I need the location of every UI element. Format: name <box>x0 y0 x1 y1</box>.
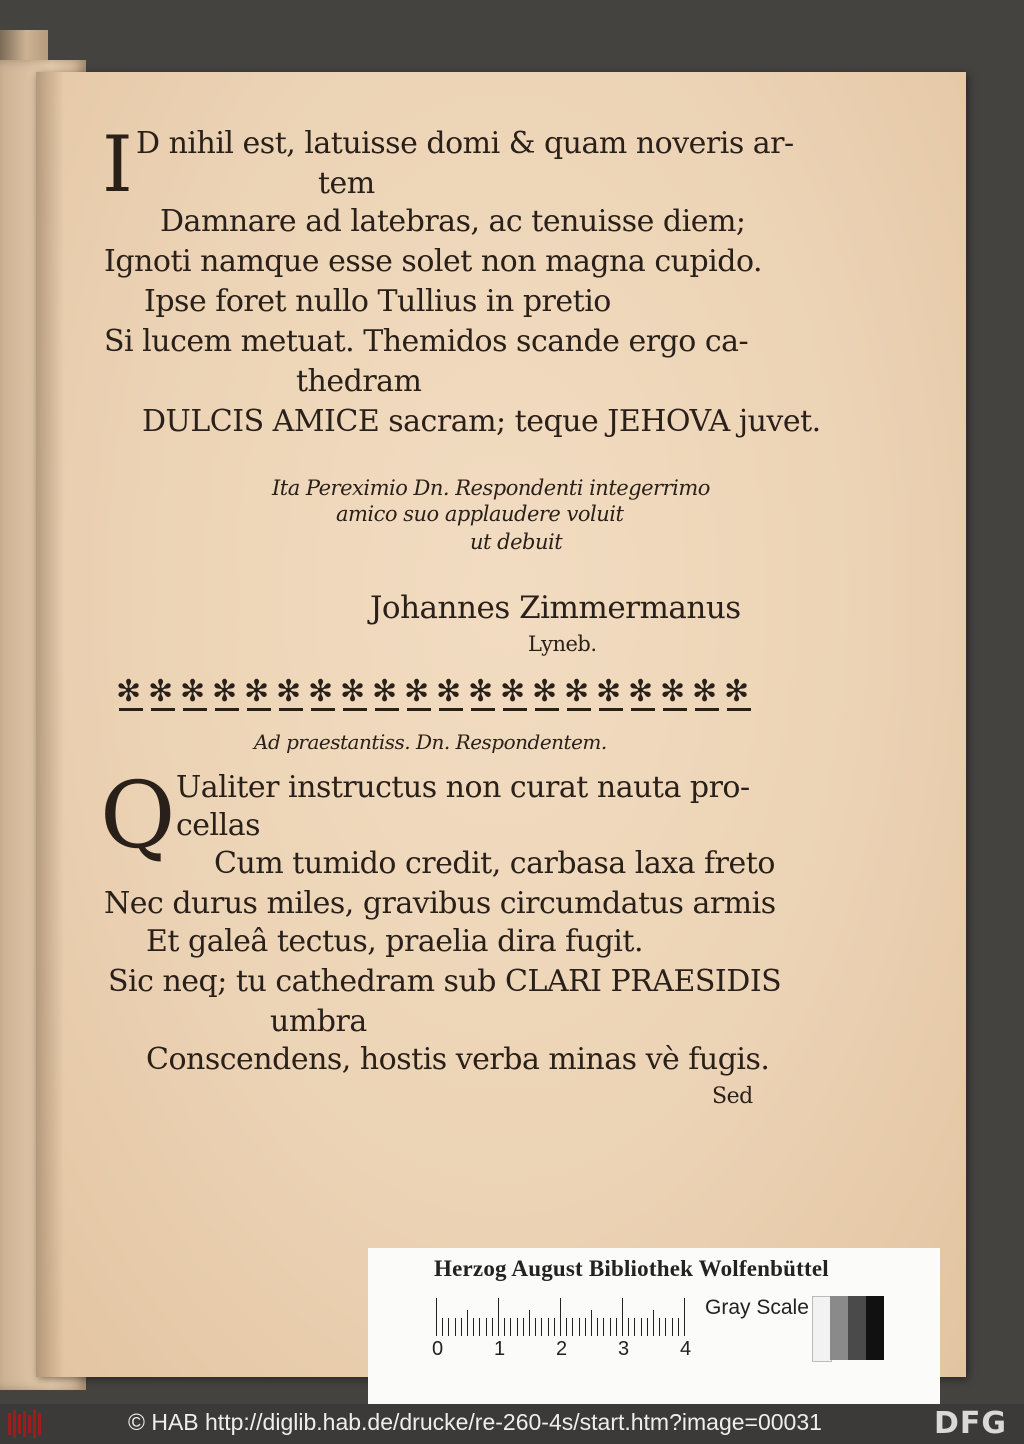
ruler-tick <box>436 1298 437 1336</box>
ruler-tick <box>548 1318 549 1336</box>
ornament-icon <box>212 672 242 716</box>
ruler-tick <box>579 1318 580 1336</box>
ornament-icon <box>468 672 498 716</box>
ruler-tick <box>566 1318 567 1336</box>
ruler-tick <box>641 1318 642 1336</box>
dedication-line-1: Ita Pereximio Dn. Respondenti integerrimo <box>272 476 710 500</box>
ornament-icon <box>180 672 210 716</box>
gray-swatch-dark <box>848 1296 866 1360</box>
hab-logo-icon <box>8 1410 42 1438</box>
heading-2: Ad praestantiss. Dn. Respondentem. <box>254 730 607 754</box>
ruler-number: 4 <box>680 1338 692 1360</box>
ornament-icon <box>692 672 722 716</box>
ruler-number: 3 <box>618 1338 630 1360</box>
ruler-tick <box>455 1318 456 1336</box>
ornament-icon <box>724 672 754 716</box>
ruler-tick <box>523 1318 524 1336</box>
ruler-tick <box>560 1298 561 1336</box>
poem1-line-3: Damnare ad latebras, ac tenuisse diem; <box>160 204 746 239</box>
poem2-line-4: Nec durus miles, gravibus circumdatus armis <box>104 886 776 921</box>
ruler-tick <box>517 1318 518 1336</box>
poem2-line-3: Cum tumido credit, carbasa laxa freto <box>214 846 775 881</box>
ruler-tick <box>647 1318 648 1336</box>
ruler-tick <box>597 1318 598 1336</box>
ornament-icon <box>116 672 146 716</box>
ruler-tick <box>659 1318 660 1336</box>
ruler-tick <box>665 1318 666 1336</box>
ornament-icon <box>532 672 562 716</box>
library-card-title: Herzog August Bibliothek Wolfenbüttel <box>434 1256 829 1281</box>
dfg-logo: DFG <box>934 1406 1008 1441</box>
dropcap-i: I <box>102 120 133 210</box>
ruler-tick <box>554 1318 555 1336</box>
page-gutter <box>36 72 64 1377</box>
ruler-tick <box>603 1318 604 1336</box>
ruler-tick <box>610 1318 611 1336</box>
poem1-line-4: Ignoti namque esse solet non magna cupido. <box>104 244 763 279</box>
ruler-tick <box>585 1318 586 1336</box>
ornament-icon <box>660 672 690 716</box>
ornament-icon <box>308 672 338 716</box>
poem1-line-5: Ipse foret nullo Tullius in pretio <box>144 284 611 319</box>
ornament-icon <box>436 672 466 716</box>
poem1-line-2: tem <box>318 166 375 201</box>
ruler-number: 0 <box>432 1338 444 1360</box>
poem2-line-6: Sic neq; tu cathedram sub CLARI PRAESIDIS <box>108 964 782 999</box>
ornament-icon <box>276 672 306 716</box>
ornament-icon <box>500 672 530 716</box>
gray-swatch-white <box>812 1296 832 1362</box>
poem1-line-6: Si lucem metuat. Themidos scande ergo ca- <box>104 324 749 359</box>
ruler-tick <box>653 1310 654 1336</box>
ruler-number: 1 <box>494 1338 506 1360</box>
ornament-icon <box>148 672 178 716</box>
ruler-tick <box>541 1318 542 1336</box>
dedication-line-3: ut debuit <box>470 530 563 554</box>
poem2-line-5: Et galeâ tectus, praelia dira fugit. <box>146 924 643 959</box>
ruler-scale <box>436 1296 688 1336</box>
ornament-icon <box>596 672 626 716</box>
ruler-tick <box>504 1318 505 1336</box>
poem1-line-7: thedram <box>296 364 422 399</box>
ruler-number: 2 <box>556 1338 568 1360</box>
ruler-tick <box>486 1318 487 1336</box>
signature-name: Johannes Zimmermanus <box>370 590 741 626</box>
ruler-tick <box>634 1318 635 1336</box>
ruler-tick <box>678 1318 679 1336</box>
dropcap-q: Q <box>100 762 176 869</box>
ornament-icon <box>244 672 274 716</box>
poem2-line-7: umbra <box>270 1004 367 1039</box>
ruler-tick <box>461 1318 462 1336</box>
ornament-icon <box>404 672 434 716</box>
poem2-line-8: Conscendens, hostis verba minas vè fugis. <box>146 1042 770 1077</box>
gray-swatch-light <box>830 1296 848 1360</box>
ruler-tick <box>492 1318 493 1336</box>
ruler-tick <box>684 1298 685 1336</box>
ruler-tick <box>442 1318 443 1336</box>
ruler-tick <box>498 1298 499 1336</box>
ornament-icon <box>628 672 658 716</box>
ornament-icon <box>372 672 402 716</box>
ruler-tick <box>572 1318 573 1336</box>
ruler-tick <box>622 1298 623 1336</box>
ruler-tick <box>448 1318 449 1336</box>
ruler-tick <box>467 1310 468 1336</box>
ruler-tick <box>591 1310 592 1336</box>
ruler-tick <box>535 1318 536 1336</box>
ornament-icon <box>564 672 594 716</box>
dedication-line-2: amico suo applaudere voluit <box>336 502 624 526</box>
poem1-line-1: D nihil est, latuisse domi & quam noveris ar- <box>136 126 794 161</box>
gray-scale-label: Gray Scale <box>705 1296 809 1319</box>
ruler-tick <box>510 1318 511 1336</box>
ruler-tick <box>473 1318 474 1336</box>
ruler-tick <box>616 1318 617 1336</box>
gray-swatch-black <box>866 1296 884 1360</box>
poem1-line-8: DULCIS AMICE sacram; teque JEHOVA juvet. <box>142 404 821 439</box>
ornament-icon <box>340 672 370 716</box>
poem2-line-2: cellas <box>176 808 261 843</box>
signature-place: Lyneb. <box>528 632 597 656</box>
ruler-tick <box>479 1318 480 1336</box>
catchword: Sed <box>712 1084 753 1109</box>
ornament-band <box>116 668 756 720</box>
footer-credit-link[interactable]: © HAB http://diglib.hab.de/drucke/re-260-4s/start.htm?image=00031 <box>128 1409 822 1435</box>
ruler-tick <box>628 1318 629 1336</box>
poem2-line-1: Ualiter instructus non curat nauta pro- <box>176 770 750 805</box>
ruler-tick <box>672 1318 673 1336</box>
ruler-tick <box>529 1310 530 1336</box>
